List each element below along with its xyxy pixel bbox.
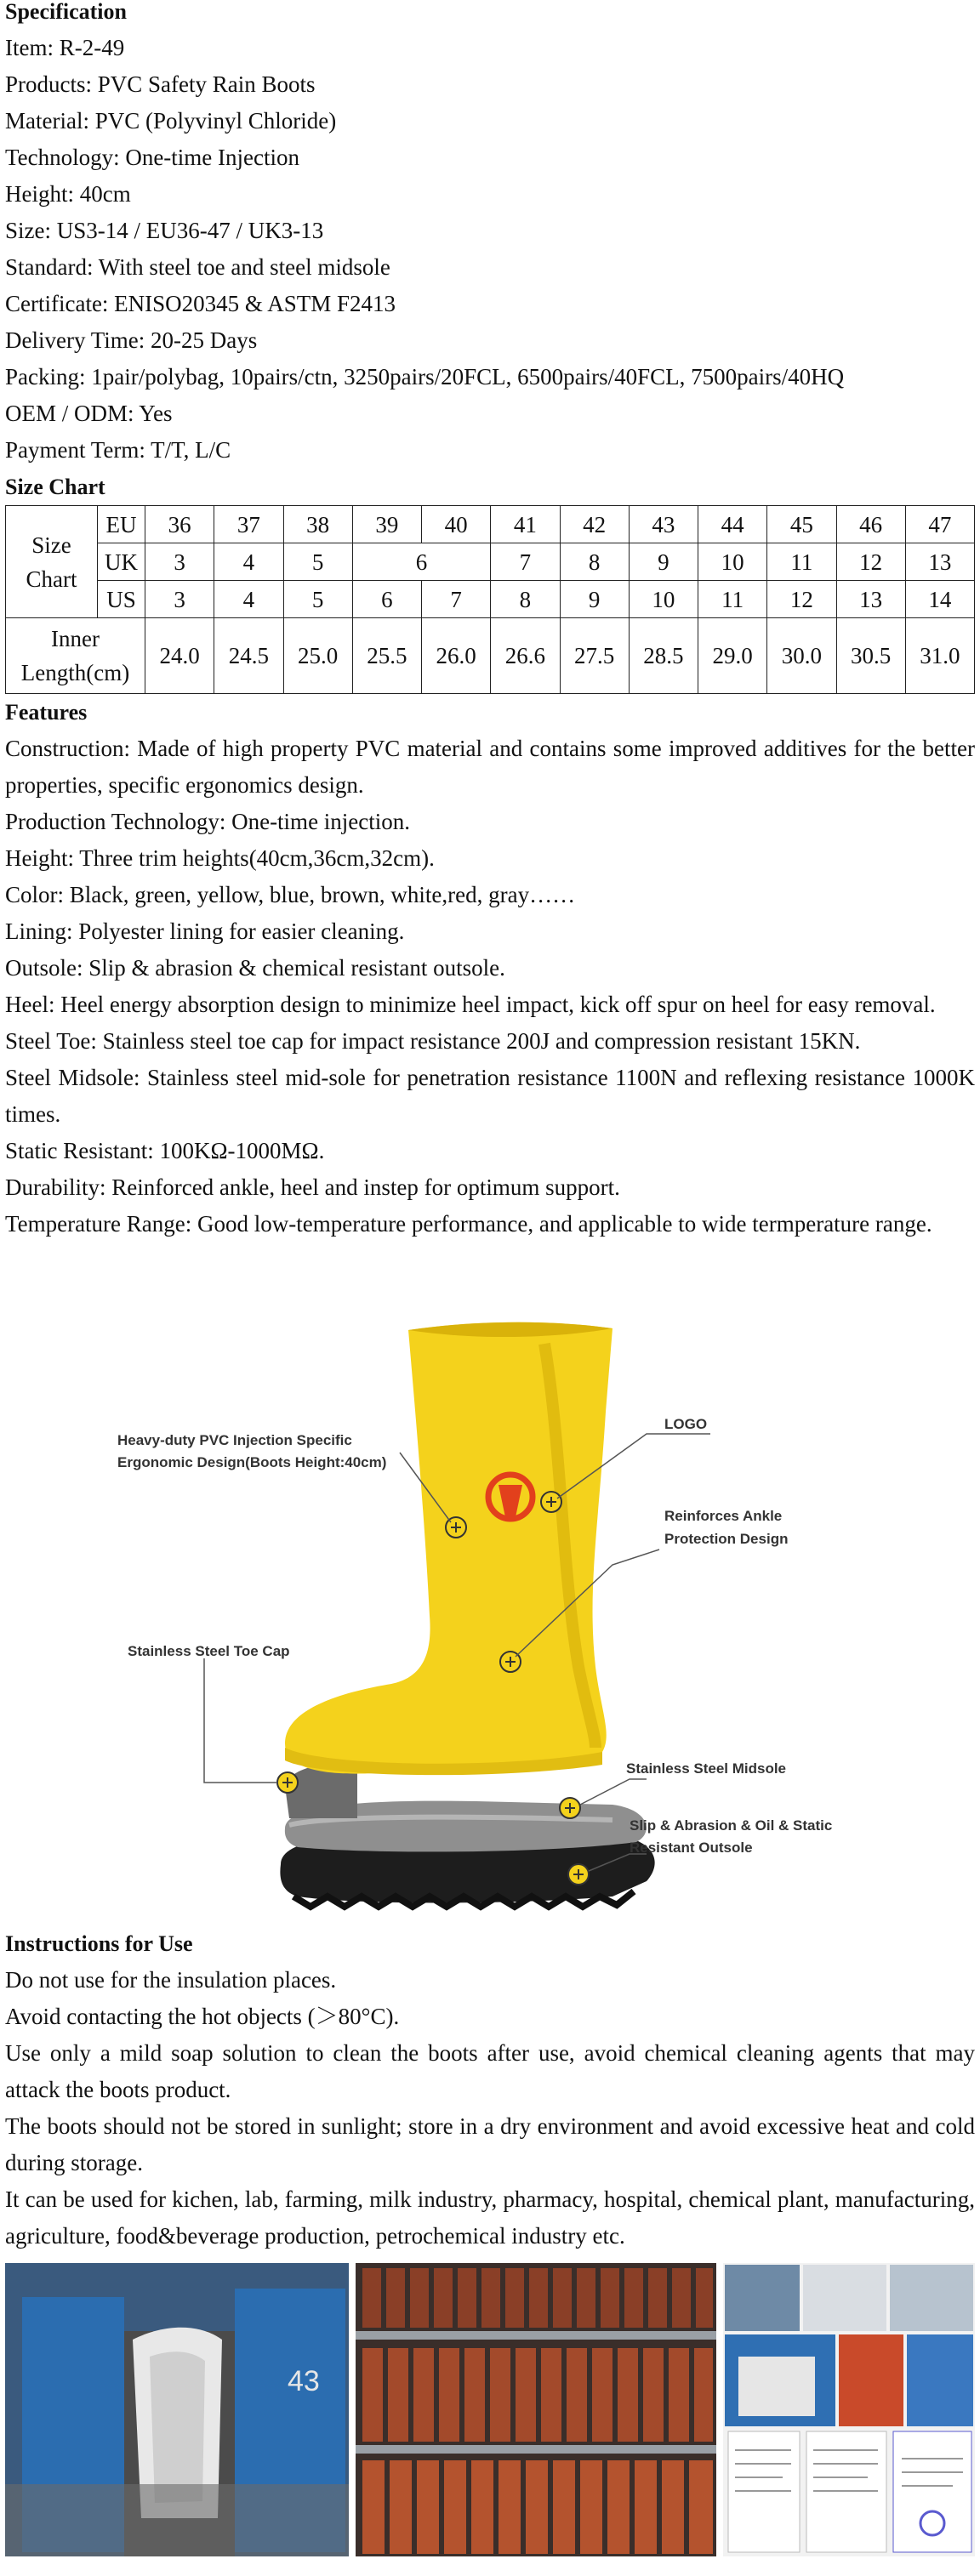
uk-cell: 5 xyxy=(283,543,352,581)
us-cell: 12 xyxy=(767,581,836,618)
instruction-hot-objects: Avoid contacting the hot objects (＞80°C). xyxy=(5,2004,400,2029)
eu-cell: 37 xyxy=(214,506,283,543)
feature-steel-toe: Steel Toe: Stainless steel toe cap for impact resistance 200J and compression resistant 15KN. xyxy=(5,1028,861,1054)
uk-cell: 7 xyxy=(491,543,560,581)
spec-certificate: Certificate: ENISO20345 & ASTM F2413 xyxy=(5,291,396,316)
lab-certificates-photo xyxy=(723,2263,975,2556)
eu-cell: 40 xyxy=(422,506,491,543)
callout-midsole: Stainless Steel Midsole xyxy=(626,1760,787,1777)
uk-cell: 8 xyxy=(560,543,629,581)
uk-cell: 12 xyxy=(836,543,905,581)
inner-cell: 26.6 xyxy=(491,618,560,694)
eu-cell: 41 xyxy=(491,506,560,543)
features-heading: Features xyxy=(5,700,88,725)
spec-material: Material: PVC (Polyvinyl Chloride) xyxy=(5,108,337,134)
eu-cell: 47 xyxy=(905,506,974,543)
inner-cell: 25.0 xyxy=(283,618,352,694)
spec-standard: Standard: With steel toe and steel midsole xyxy=(5,254,390,280)
callout-ankle-line2: Protection Design xyxy=(664,1531,789,1547)
us-cell: 4 xyxy=(214,581,283,618)
feature-production: Production Technology: One-time injection. xyxy=(5,809,411,834)
instruction-cleaning: Use only a mild soap solution to clean the boots after use, avoid chemical cleaning agents that may attack the boots product. xyxy=(5,2040,975,2102)
eu-cell: 42 xyxy=(560,506,629,543)
feature-lining: Lining: Polyester lining for easier cleaning. xyxy=(5,918,405,944)
eu-cell: 43 xyxy=(629,506,698,543)
boots-rack-photo xyxy=(356,2263,716,2556)
size-row-uk xyxy=(6,543,975,581)
inner-cell: 28.5 xyxy=(629,618,698,694)
eu-cell: 39 xyxy=(352,506,421,543)
spec-delivery: Delivery Time: 20-25 Days xyxy=(5,327,258,353)
instruction-insulation: Do not use for the insulation places. xyxy=(5,1967,337,1993)
uk-cell: 10 xyxy=(698,543,767,581)
us-cell: 7 xyxy=(422,581,491,618)
size-row-inner xyxy=(6,618,975,694)
callout-logo: LOGO xyxy=(664,1416,708,1432)
callout-outsole-line1: Slip & Abrasion & Oil & Static xyxy=(630,1817,833,1834)
inner-cell: 27.5 xyxy=(560,618,629,694)
eu-cell: 36 xyxy=(145,506,214,543)
us-cell: 9 xyxy=(560,581,629,618)
uk-cell: 9 xyxy=(629,543,698,581)
feature-color: Color: Black, green, yellow, blue, brown, white,red, gray…… xyxy=(5,882,576,907)
feature-heel: Heel: Heel energy absorption design to minimize heel impact, kick off spur on heel for easy removal. xyxy=(5,992,936,1017)
spec-payment: Payment Term: T/T, L/C xyxy=(5,437,231,463)
callout-design-line1: Heavy-duty PVC Injection Specific xyxy=(117,1432,352,1448)
spec-products: Products: PVC Safety Rain Boots xyxy=(5,71,316,97)
size-row-us xyxy=(6,581,975,618)
inner-cell: 24.0 xyxy=(145,618,214,694)
uk-cell: 13 xyxy=(905,543,974,581)
feature-construction: Construction: Made of high property PVC material and contains some improved additives for the better properties, specific ergonomics design. xyxy=(5,736,975,798)
us-cell: 8 xyxy=(491,581,560,618)
us-cell: 5 xyxy=(283,581,352,618)
mould-number: 43 xyxy=(288,2365,320,2397)
callout-marker xyxy=(541,1492,561,1512)
callout-design-line2: Ergonomic Design(Boots Height:40cm) xyxy=(117,1454,387,1470)
spec-oem: OEM / ODM: Yes xyxy=(5,401,173,426)
callout-toe-cap: Stainless Steel Toe Cap xyxy=(128,1643,290,1659)
callout-marker xyxy=(560,1798,580,1818)
us-cell: 6 xyxy=(352,581,421,618)
instructions-heading: Instructions for Use xyxy=(5,1931,193,1956)
inner-cell: 25.5 xyxy=(352,618,421,694)
eu-cell: 38 xyxy=(283,506,352,543)
spec-size: Size: US3-14 / EU36-47 / UK3-13 xyxy=(5,218,324,243)
feature-static: Static Resistant: 100KΩ-1000MΩ. xyxy=(5,1138,325,1163)
feature-height: Height: Three trim heights(40cm,36cm,32cm). xyxy=(5,845,435,871)
uk-label: UK xyxy=(98,543,145,581)
factory-photos xyxy=(0,2263,980,2556)
callout-marker xyxy=(277,1772,298,1793)
callout-marker xyxy=(568,1864,589,1885)
uk-cell: 3 xyxy=(145,543,214,581)
size-row-eu xyxy=(6,506,975,543)
specification-section xyxy=(0,0,980,1243)
us-cell: 13 xyxy=(836,581,905,618)
inner-cell: 26.0 xyxy=(422,618,491,694)
spec-height: Height: 40cm xyxy=(5,181,131,207)
instruction-usage: It can be used for kichen, lab, farming, milk industry, pharmacy, hospital, chemical plant, manufacturing, agriculture, food&beverage production, petrochemical industry etc. xyxy=(5,2186,975,2249)
spec-item: Item: R-2-49 xyxy=(5,35,125,60)
instructions-section xyxy=(0,1925,980,2255)
us-cell: 11 xyxy=(698,581,767,618)
spec-packing: Packing: 1pair/polybag, 10pairs/ctn, 3250pairs/20FCL, 6500pairs/40FCL, 7500pairs/40HQ xyxy=(5,364,845,390)
mould-photo xyxy=(5,2263,349,2556)
feature-durability: Durability: Reinforced ankle, heel and instep for optimum support. xyxy=(5,1174,620,1200)
feature-temperature: Temperature Range: Good low-temperature performance, and applicable to wide termperature range. xyxy=(5,1211,932,1237)
uk-cell: 11 xyxy=(767,543,836,581)
inner-cell: 29.0 xyxy=(698,618,767,694)
uk-cell: 4 xyxy=(214,543,283,581)
us-cell: 3 xyxy=(145,581,214,618)
inner-cell: 31.0 xyxy=(905,618,974,694)
uk-cell: 6 xyxy=(352,543,491,581)
us-cell: 14 xyxy=(905,581,974,618)
feature-outsole: Outsole: Slip & abrasion & chemical resistant outsole. xyxy=(5,955,505,981)
inner-cell: 24.5 xyxy=(214,618,283,694)
specification-heading: Specification xyxy=(5,0,127,24)
us-cell: 10 xyxy=(629,581,698,618)
inner-cell: 30.0 xyxy=(767,618,836,694)
eu-label: EU xyxy=(98,506,145,543)
boot-diagram-svg xyxy=(0,1310,980,1922)
inner-cell: 30.5 xyxy=(836,618,905,694)
size-chart-table xyxy=(5,505,975,694)
size-chart-heading: Size Chart xyxy=(5,475,105,499)
eu-cell: 44 xyxy=(698,506,767,543)
callout-ankle-line1: Reinforces Ankle xyxy=(664,1508,783,1524)
spec-technology: Technology: One-time Injection xyxy=(5,145,300,170)
instruction-storage: The boots should not be stored in sunlight; store in a dry environment and avoid excessive heat and cold during storage. xyxy=(5,2113,975,2175)
inner-length-label: Inner Length(cm) xyxy=(6,618,145,694)
eu-cell: 45 xyxy=(767,506,836,543)
callout-outsole-line2: Resistant Outsole xyxy=(630,1840,753,1856)
us-label: US xyxy=(98,581,145,618)
eu-cell: 46 xyxy=(836,506,905,543)
boot-diagram xyxy=(0,1310,980,1922)
size-chart-row-label: Size Chart xyxy=(6,506,98,618)
feature-steel-midsole: Steel Midsole: Stainless steel mid-sole for penetration resistance 1100N and reflexing resistance 1000K times. xyxy=(5,1065,975,1127)
